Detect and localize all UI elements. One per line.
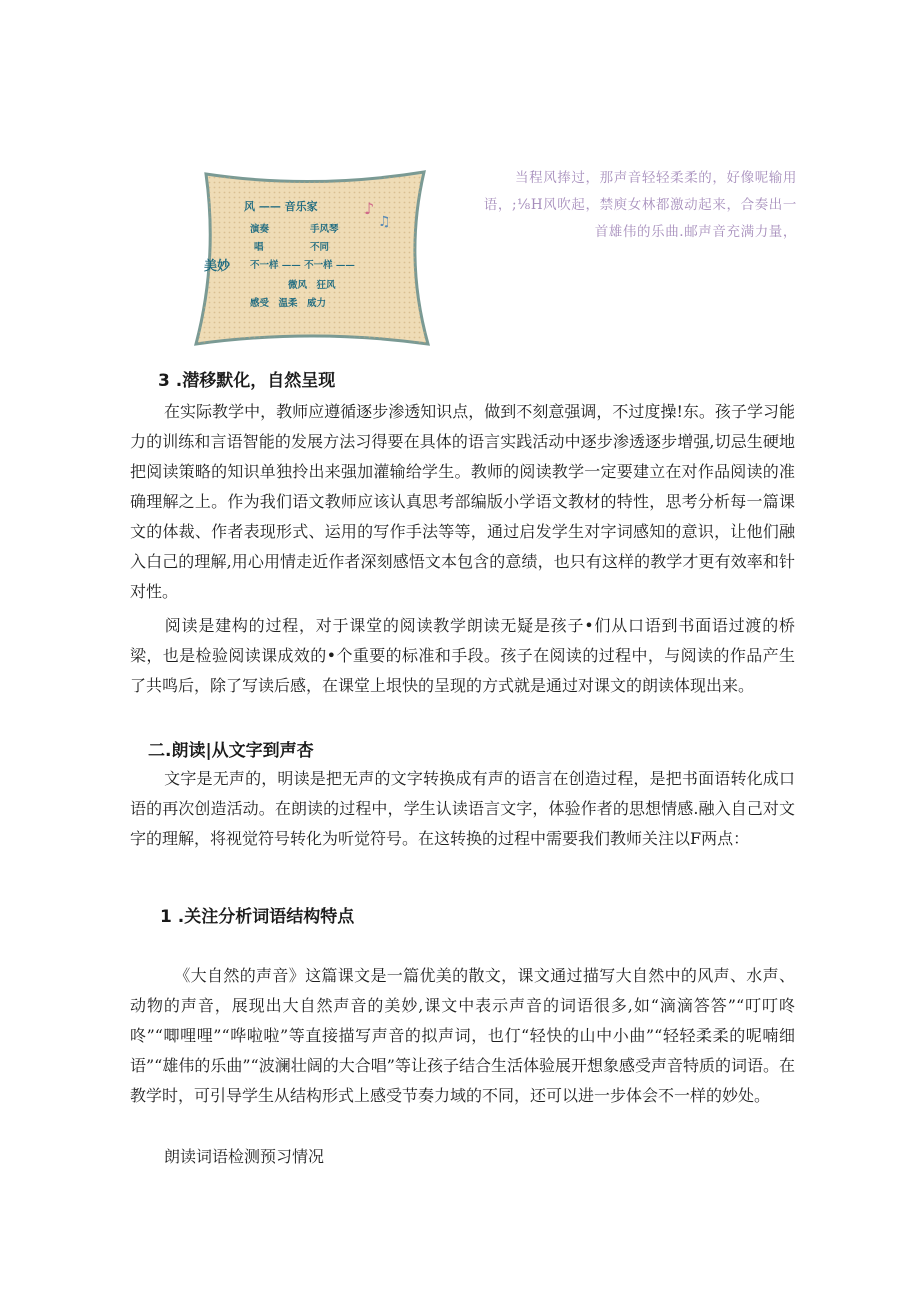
card-row-right-2: 不同 (310, 242, 330, 253)
card-winds: 微风 狂风 (288, 280, 336, 291)
svg-text:♫: ♫ (378, 214, 391, 230)
illustration-caption (452, 165, 797, 246)
card-same-line: 不一样 —— 不一样 —— (250, 260, 355, 271)
paragraph: 朗读词语检测预习情况 (164, 1147, 325, 1166)
card-label: 美妙 (204, 259, 231, 274)
card-row-left-2: 唱 (254, 242, 264, 253)
wind-musician-illustration (192, 170, 430, 346)
card-title: 风 —— 音乐家 (244, 200, 318, 213)
paragraph: 在实际教学中，教师应遵循逐步渗透知识点，做到不刻意强调，不过度操!东。孩子学习能力的训练和言语智能的发展方法习得要在具体的语言实践活动中逐步渗透逐步增强,切忌生硬地把阅读策略的知识单独拎出来强加灌输给学生。教师的阅读教学一定要建立在对作品阅读的准确理解之上。作为我们语文教师应该认真思考部编版小学语文教材的特性，思考分析每一篇课文的体裁、作者表现形式、运用的写作手法等等，通过启发学生对字词感知的意识，让他们融入白己的理解,用心用情走近作者深刻感悟文本包含的意绩，也只有这样的教学才更有效率和针对性。 (130, 402, 795, 601)
section-heading-1: 1 .关注分析词语结构特点 (160, 907, 355, 927)
caption-line: 语，;⅛H风吹起，禁庾女林都激动起来，合奏出一 (483, 197, 797, 213)
caption-line: 当程风捧过，那声音轻轻柔柔的，好像呢输用 (515, 170, 797, 186)
paragraph: 阅读是建构的过程，对于课堂的阅读教学朗读无疑是孩子•们从口语到书面语过渡的桥梁，也是检验阅读课成效的•个重要的标准和手段。孩子在阅读的过程中，与阅读的作品产生了共鸣后，除了写读后感，在课堂上垠快的呈现的方式就是通过对课文的朗读体现出来。 (130, 616, 795, 695)
svg-text:♪: ♪ (364, 199, 375, 218)
section-heading-2: 二.朗读|从文字到声杏 (148, 741, 314, 761)
caption-line: 首雄伟的乐曲.邮声音充满力量， (594, 224, 797, 240)
section-heading-3: 3 .潜移默化，自然呈现 (158, 371, 336, 391)
paragraph: 文字是无声的，明读是把无声的文字转换成有声的语言在创造过程，是把书面语转化成口语的再次创造活动。在朗读的过程中，学生认读语言文字，体验作者的思想情感.融入自己对文字的理解，将视觉符号转化为听觉符号。在这转换的过程中需要我们教师关注以F两点： (130, 769, 795, 848)
card-row-left-1: 演奏 (250, 224, 270, 235)
card-feel: 感受 温柔 威力 (250, 298, 327, 309)
card-row-right-1: 手风琴 (310, 224, 339, 235)
paragraph: 《大自然的声音》这篇课文是一篇优美的散文，课文通过描写大自然中的风声、水声、动物的声音，展现出大自然声音的美妙,课文中表示声音的词语很多,如“滴滴答答”“叮叮咚咚”“唧哩哩”“哗啦啦”等直接描写声音的拟声词，也仃“轻快的山中小曲”“轻轻柔柔的呢喃细语”“雄伟的乐曲”“波澜壮阔的大合唱”等让孩子结合生活体验展开想象感受声音特质的词语。在教学时，可引导学生从结构形式上感受节奏力域的不同，还可以进一步体会不一样的妙处。 (130, 966, 795, 1105)
